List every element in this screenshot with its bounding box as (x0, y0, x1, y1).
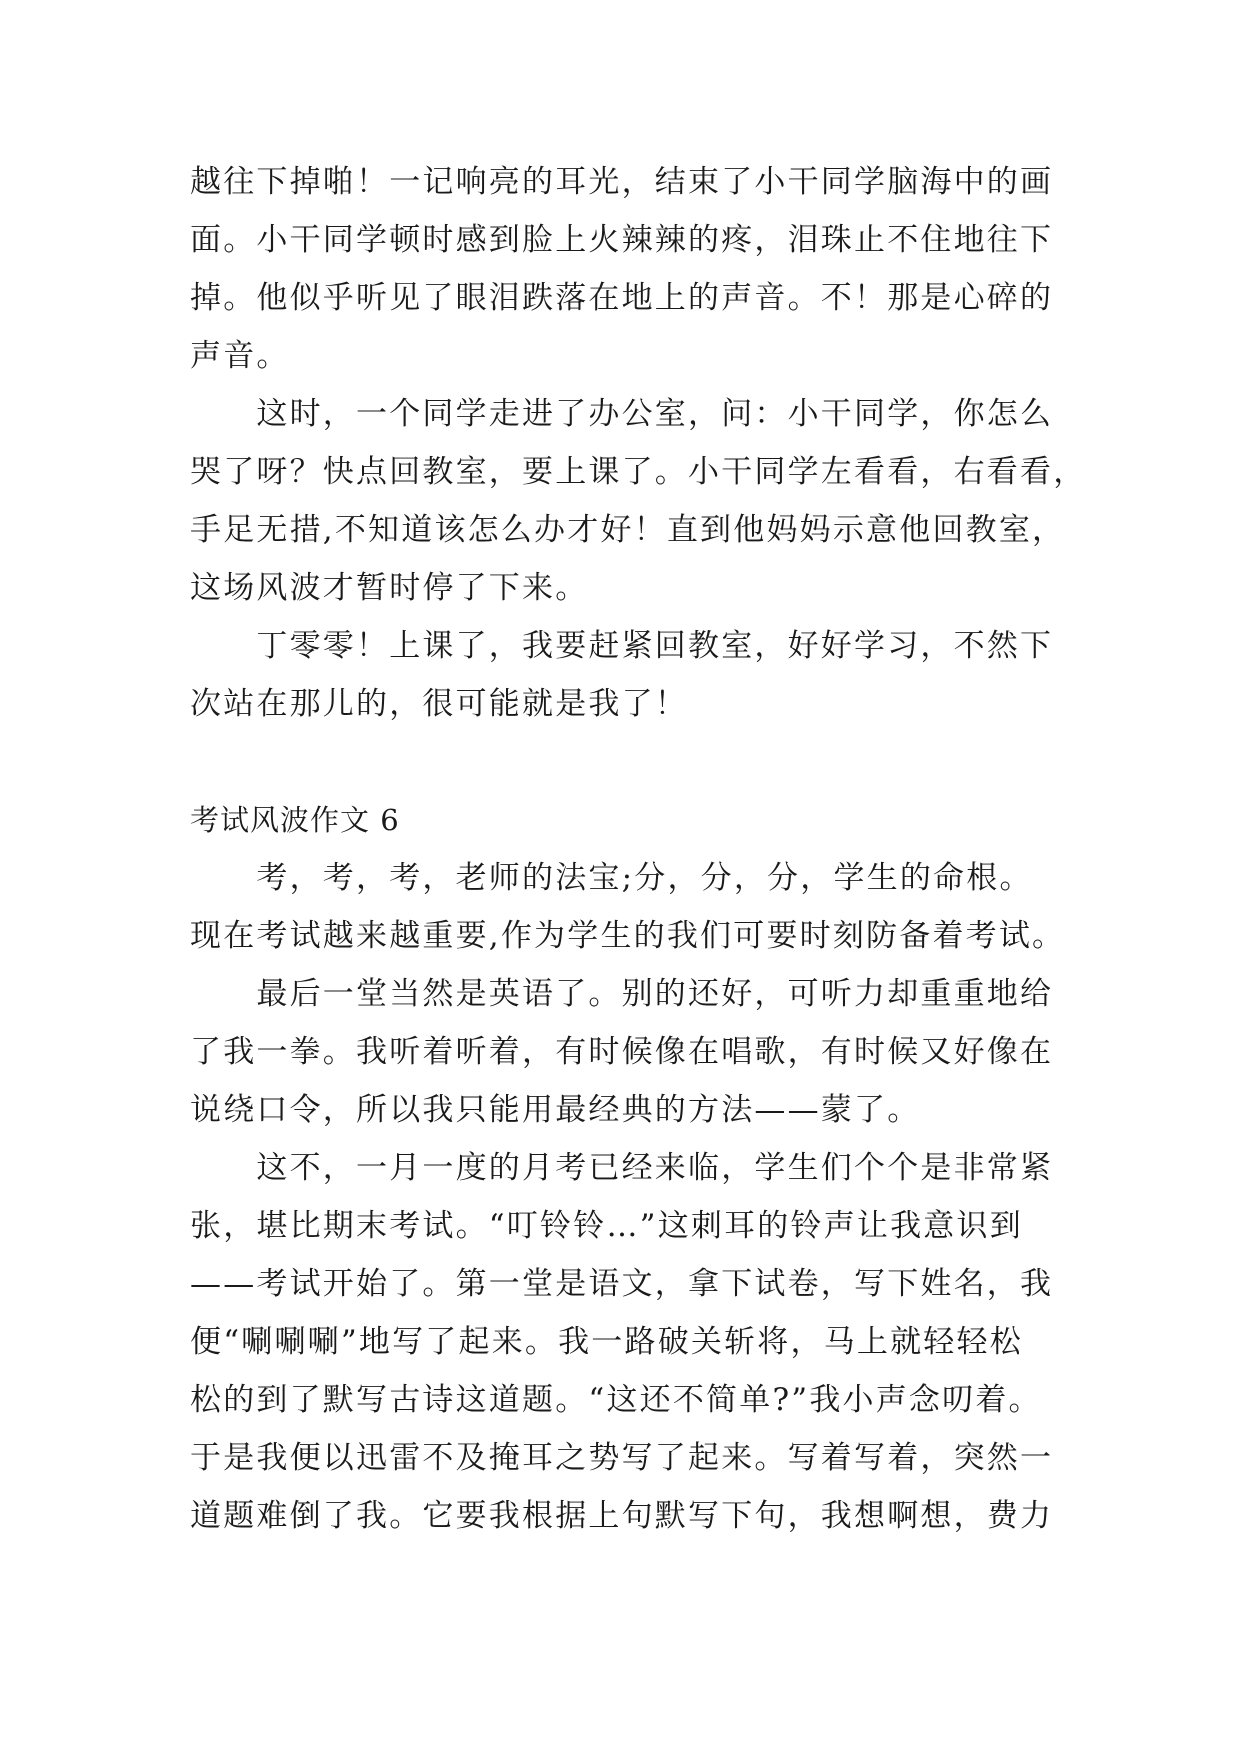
paragraph-line: 张，堪比期末考试。“叮铃铃…”这刺耳的铃声让我意识到 (190, 1208, 1023, 1244)
paragraph-line: 这不，一月一度的月考已经来临，学生们个个是非常紧 (190, 1150, 1054, 1186)
paragraph-line: 次站在那儿的，很可能就是我了！ (190, 686, 688, 722)
paragraph-line: 这时，一个同学走进了办公室，问：小干同学，你怎么 (190, 396, 1054, 432)
paragraph-line: 越往下掉啪！一记响亮的耳光，结束了小干同学脑海中的画 (190, 164, 1054, 200)
paragraph-line: 丁零零！上课了，我要赶紧回教室，好好学习，不然下 (190, 628, 1054, 664)
paragraph-line: 面。小干同学顿时感到脸上火辣辣的疼，泪珠止不住地往下 (190, 222, 1054, 258)
paragraph-line: 手足无措,不知道该怎么办才好！直到他妈妈示意他回教室， (190, 512, 1066, 548)
paragraph-line: 了我一拳。我听着听着，有时候像在唱歌，有时候又好像在 (190, 1034, 1054, 1070)
paragraph-line: 最后一堂当然是英语了。别的还好，可听力却重重地给 (190, 976, 1054, 1012)
paragraph-line: 掉。他似乎听见了眼泪跌落在地上的声音。不！那是心碎的 (190, 280, 1054, 316)
section-heading: 考试风波作文 6 (190, 803, 400, 837)
paragraph-line: 说绕口令，所以我只能用最经典的方法——蒙了。 (190, 1092, 921, 1128)
paragraph-line: 声音。 (190, 338, 290, 374)
paragraph-line: 于是我便以迅雷不及掩耳之势写了起来。写着写着，突然一 (190, 1440, 1054, 1476)
paragraph-line: 考，考，考，老师的法宝;分，分，分，学生的命根。 (190, 860, 1033, 896)
paragraph-line: ——考试开始了。第一堂是语文，拿下试卷，写下姓名，我 (190, 1266, 1054, 1302)
paragraph-line: 松的到了默写古诗这道题。“这还不简单?”我小声念叨着。 (190, 1382, 1042, 1418)
paragraph-line: 现在考试越来越重要,作为学生的我们可要时刻防备着考试。 (190, 918, 1066, 954)
paragraph-line: 哭了呀？快点回教室，要上课了。小干同学左看看，右看看， (190, 454, 1087, 490)
paragraph-line: 道题难倒了我。它要我根据上句默写下句，我想啊想，费力 (190, 1498, 1054, 1534)
paragraph-line: 这场风波才暂时停了下来。 (190, 570, 589, 606)
paragraph-line: 便“唰唰唰”地写了起来。我一路破关斩将，马上就轻轻松 (190, 1324, 1023, 1360)
